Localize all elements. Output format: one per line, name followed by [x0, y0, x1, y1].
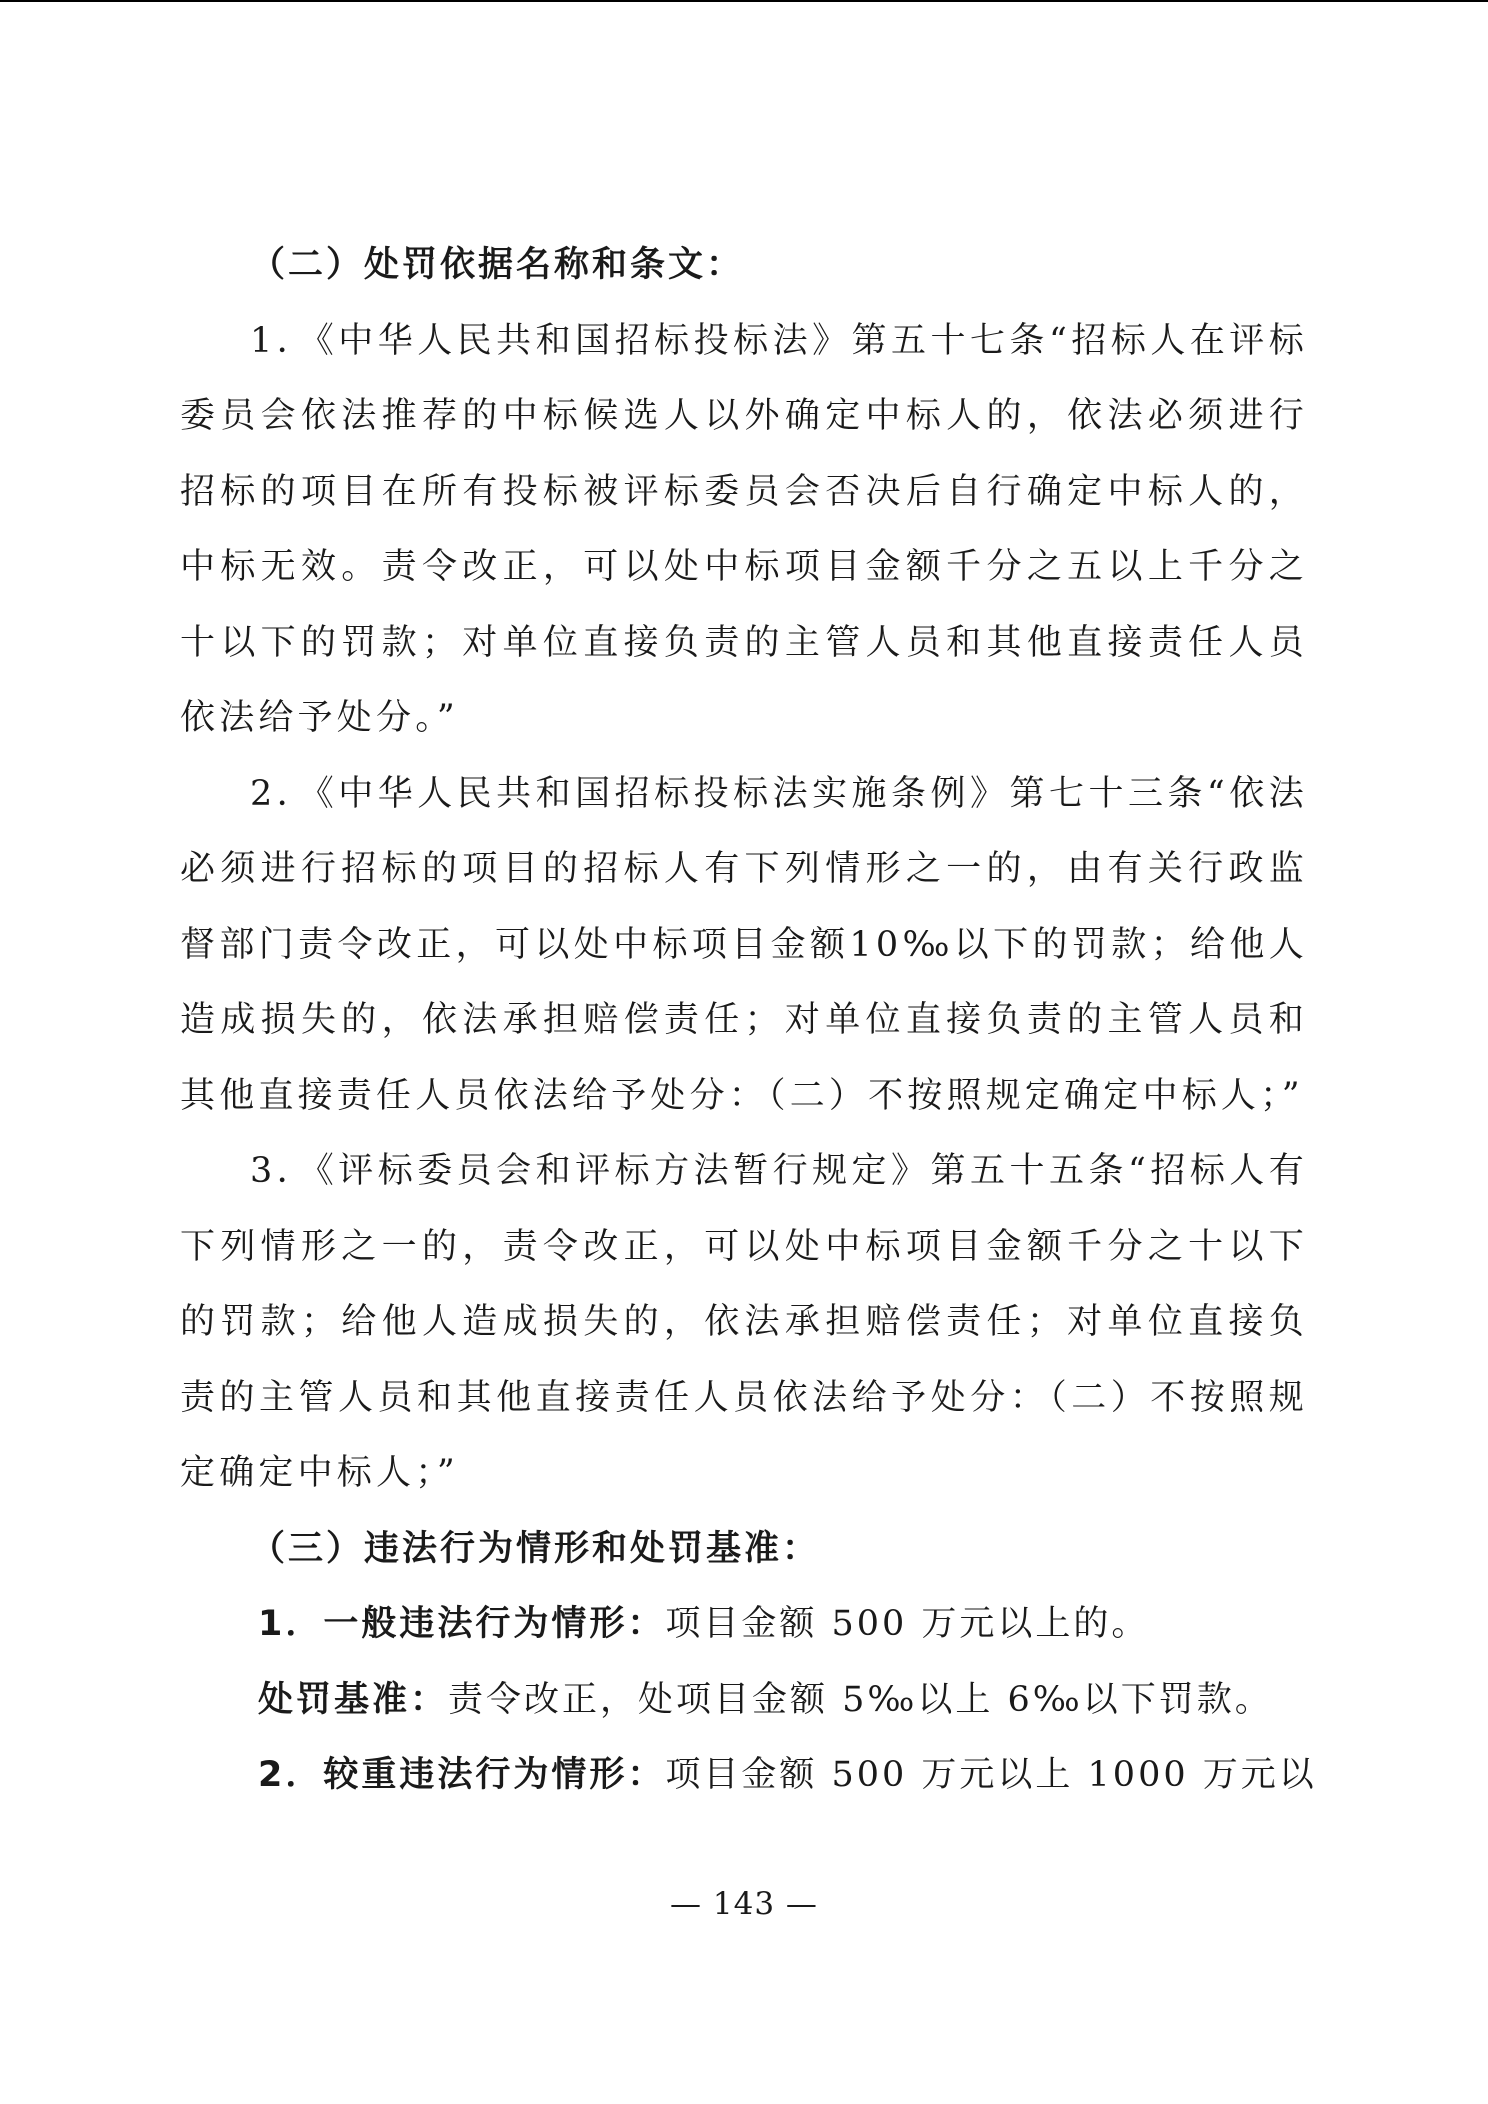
legal-clause-1: 1．《中华人民共和国招标投标法》第五十七条“招标人在评标委员会依法推荐的中标候选人以外确定中标人的，依法必须进行招标的项目在所有投标被评标委员会否决后自行确定中标人的，中标无效。责令改正，可以处中标项目金额千分之五以上千分之十以下的罚款；对单位直接负责的主管人员和其他直接责任人员依法给予处分。”: [180, 320, 1308, 738]
page-number: — 143 —: [670, 1886, 818, 1922]
penalty-standard-text: 责令改正，处项目金额 5‰以上 6‰以下罚款。: [448, 1679, 1273, 1720]
legal-clause-3: 3．《评标委员会和评标方法暂行规定》第五十五条“招标人有下列情形之一的，责令改正，可以处中标项目金额千分之十以下的罚款；给他人造成损失的，依法承担赔偿责任；对单位直接负责的主管人员和其他直接责任人员依法给予处分：（二）不按照规定确定中标人；”: [180, 1151, 1308, 1493]
legal-clause-2: 2．《中华人民共和国招标投标法实施条例》第七十三条“依法必须进行招标的项目的招标人有下列情形之一的，由有关行政监督部门责令改正，可以处中标项目金额10‰以下的罚款；给他人造成损失的，依法承担赔偿责任；对单位直接负责的主管人员和其他直接责任人员依法给予处分：（二）不按照规定确定中标人；”: [180, 773, 1308, 1116]
general-violation-text: 项目金额 500 万元以上的。: [665, 1604, 1150, 1644]
document-body: [180, 228, 1317, 1814]
general-penalty-standard: [180, 1663, 1308, 1739]
general-violation-label: 1．一般违法行为情形：: [258, 1604, 666, 1644]
section-heading-violation-criteria: （三）违法行为情形和处罚基准：: [250, 1528, 821, 1569]
section-heading-penalty-basis: （二）处罚依据名称和条文：: [250, 245, 745, 285]
serious-violation-label: 2．较重违法行为情形：: [258, 1755, 666, 1795]
serious-violation-case: [180, 1738, 1317, 1814]
serious-violation-text: 项目金额 500 万元以上 1000 万元以: [665, 1755, 1317, 1795]
top-border-line: [0, 0, 1488, 2]
general-violation-case: [180, 1587, 1308, 1663]
penalty-standard-label: 处罚基准：: [258, 1679, 449, 1720]
